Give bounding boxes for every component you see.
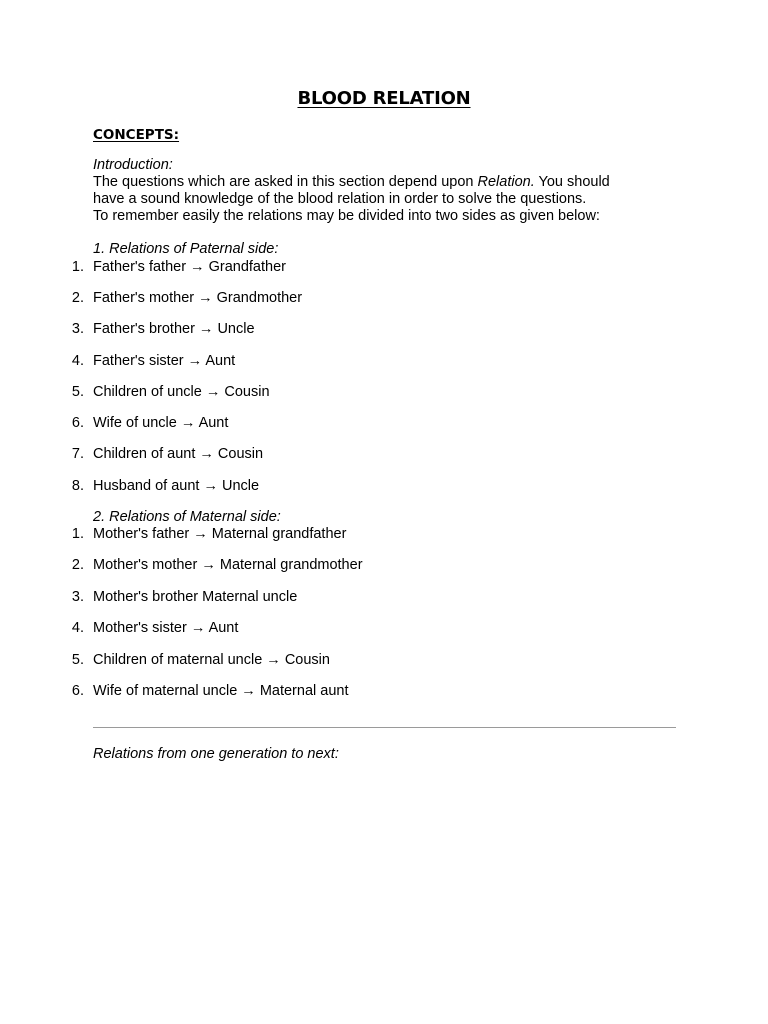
list-number: 5.	[71, 652, 84, 668]
list-text: Father's sister → Aunt	[93, 353, 236, 369]
concepts-heading: CONCEPTS:	[93, 127, 180, 143]
list-number: 6.	[71, 683, 84, 699]
list-number: 6.	[71, 415, 84, 431]
horizontal-divider	[93, 727, 676, 728]
list-text: Children of uncle → Cousin	[93, 384, 270, 400]
list-number: 3.	[71, 321, 84, 337]
list-number: 4.	[71, 620, 84, 636]
intro-text: The questions which are asked in this section depend upon	[93, 174, 478, 190]
maternal-section-label: 2. Relations of Maternal side:	[93, 509, 281, 525]
paternal-section-label: 1. Relations of Paternal side:	[93, 241, 279, 257]
document-title: BLOOD RELATION	[297, 88, 471, 109]
list-number: 3.	[71, 589, 84, 605]
introduction-label: Introduction:	[93, 157, 173, 173]
list-text: Mother's mother → Maternal grandmother	[93, 557, 363, 573]
list-number: 8.	[71, 478, 84, 494]
list-text: Father's mother → Grandmother	[93, 290, 303, 306]
list-text: Mother's sister → Aunt	[93, 620, 239, 636]
list-number: 1.	[71, 259, 84, 275]
list-text: Wife of uncle → Aunt	[93, 415, 229, 431]
list-text: Children of aunt → Cousin	[93, 446, 264, 462]
list-text: Husband of aunt → Uncle	[93, 478, 260, 494]
intro-emphasis: Relation.	[477, 174, 535, 190]
list-text: Father's brother → Uncle	[93, 321, 255, 337]
list-number: 2.	[71, 557, 84, 573]
list-number: 2.	[71, 290, 84, 306]
introduction-block	[93, 157, 693, 225]
introduction-line-3: To remember easily the relations may be divided into two sides as given below:	[93, 208, 600, 224]
list-number: 5.	[71, 384, 84, 400]
intro-text: You should	[534, 174, 610, 190]
list-text: Mother's brother Maternal uncle	[93, 589, 298, 605]
list-text: Mother's father → Maternal grandfather	[93, 526, 347, 542]
list-text: Father's father → Grandfather	[93, 259, 286, 275]
list-text: Children of maternal uncle → Cousin	[93, 652, 330, 668]
introduction-line-1	[93, 174, 693, 191]
list-number: 4.	[71, 353, 84, 369]
list-number: 1.	[71, 526, 84, 542]
list-number: 7.	[71, 446, 84, 462]
introduction-line-2: have a sound knowledge of the blood relation in order to solve the questions.	[93, 191, 587, 207]
next-section-label: Relations from one generation to next:	[93, 746, 339, 762]
list-text: Wife of maternal uncle → Maternal aunt	[93, 683, 349, 699]
